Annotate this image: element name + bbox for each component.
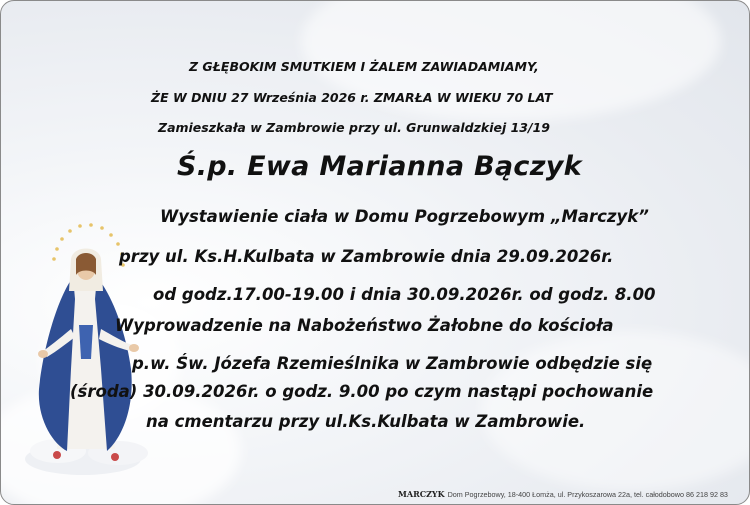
- footer-contact: [398, 489, 728, 499]
- deceased-name: Ś.p. Ewa Marianna Bączyk: [177, 151, 582, 182]
- body-line-2: przy ul. Ks.H.Kulbata w Zambrowie dnia 29.09.2026r.: [119, 247, 614, 266]
- residence-line: Zamieszkała w Zambrowie przy ul. Grunwaldzkiej 13/19: [158, 120, 550, 135]
- body-line-6: (środa) 30.09.2026r. o godz. 9.00 po czym nastąpi pochowanie: [70, 382, 654, 401]
- footer-brand: MARCZYK: [398, 489, 445, 499]
- body-line-3: od godz.17.00-19.00 i dnia 30.09.2026r. od godz. 8.00: [153, 285, 656, 304]
- body-line-5: p.w. Św. Józefa Rzemieślnika w Zambrowie odbędzie się: [132, 354, 653, 373]
- body-line-4: Wyprowadzenie na Nabożeństwo Żałobne do kościoła: [115, 316, 614, 335]
- announcement-line-1: Z GŁĘBOKIM SMUTKIEM I ŻALEM ZAWIADAMIAMY,: [189, 59, 539, 74]
- body-line-1: Wystawienie ciała w Domu Pogrzebowym „Marczyk”: [160, 207, 649, 226]
- body-line-7: na cmentarzu przy ul.Ks.Kulbata w Zambrowie.: [146, 412, 586, 431]
- footer-details: Dom Pogrzebowy, 18-400 Łomża, ul. Przykoszarowa 22a, tel. całodobowo 86 218 92 83: [447, 490, 728, 499]
- announcement-line-2: ŻE W DNIU 27 Września 2026 r. ZMARŁA W WIEKU 70 LAT: [151, 90, 553, 105]
